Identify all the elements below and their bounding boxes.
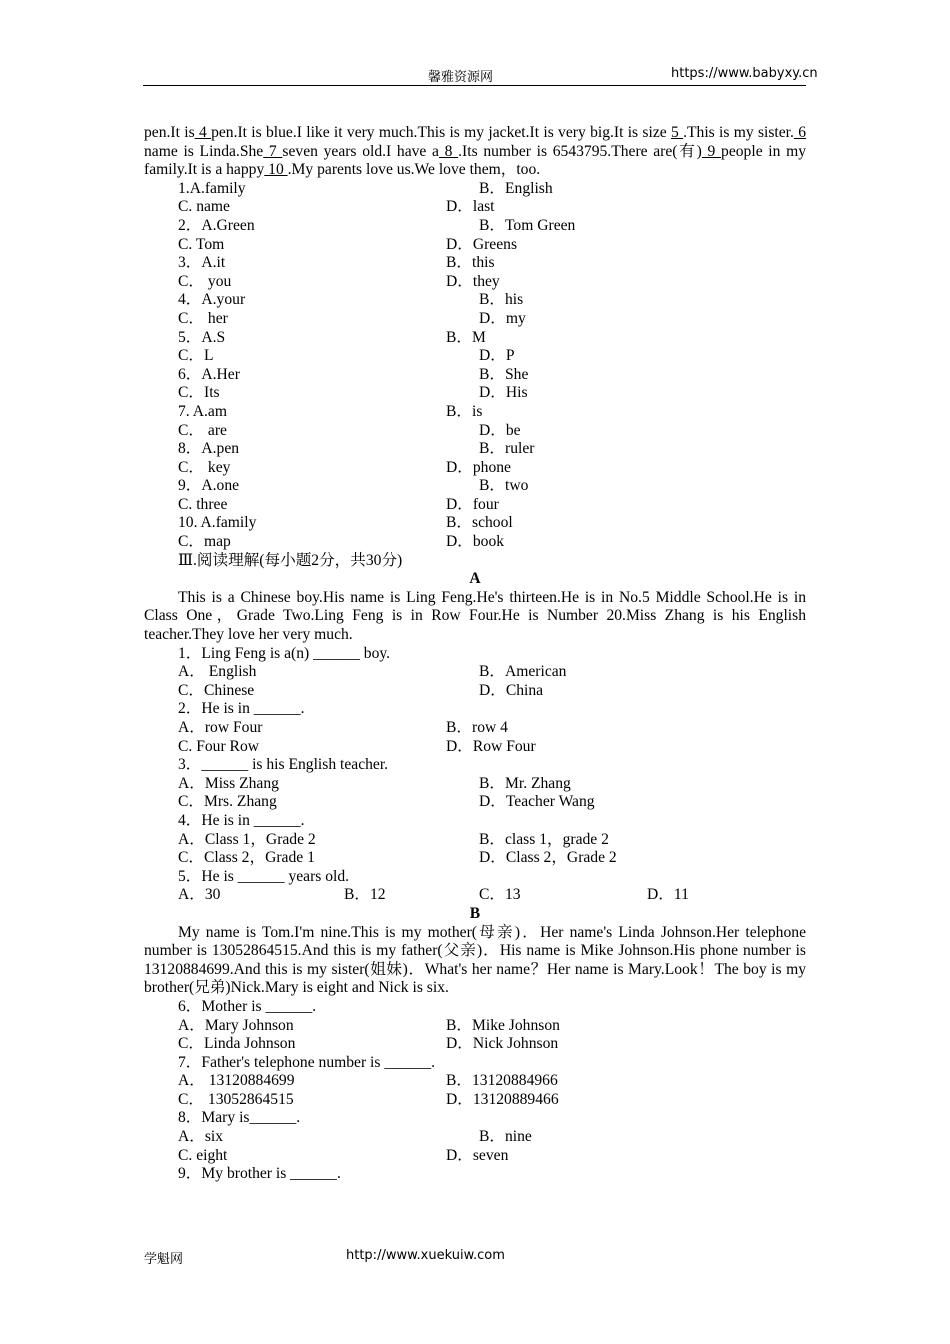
part-b-passage: My name is Tom.I'm nine.This is my mother(母亲)．Her name's Linda Johnson.Her telephone number is 13052864515.And this is my father(父亲)．His name is Mike Johnson.His phone number is 13120884699.And this is my sister(姐妹)．What's her name？Her name is Mary.Look！The boy is my brother(兄弟)Nick.Mary is eight and Nick is six.	[144, 923, 806, 997]
blank-7: 7	[263, 142, 283, 160]
question-8-options-2: C. eight D．seven	[178, 1146, 509, 1164]
question-2: 2．He is in ______.	[178, 700, 305, 718]
cloze-option-row: 2．A.Green B．Tom Green	[178, 216, 576, 234]
cloze-options	[144, 180, 806, 552]
cloze-option-row: C． her D．my	[178, 309, 526, 327]
question-2-options: A．row Four B．row 4	[178, 719, 508, 736]
question-3-options-2: C．Mrs. Zhang D．Teacher Wang	[178, 793, 595, 811]
header-site: 馨雅资源网	[428, 69, 494, 84]
cloze-option-row: 4．A.your B．his	[178, 291, 524, 309]
question-8: 8．Mary is______.	[178, 1109, 301, 1127]
question-5: 5．He is ______ years old.	[178, 867, 350, 885]
cloze-passage: pen.It is 4 pen.It is blue.I like it very much.This is my jacket.It is very big.It is size 5 .This is my sister. 6 name is Linda.She 7 seven years old.I have a 8 .Its number is 6543795.There are(有) 9 people in my family.It is a happy 10 .My parents love us.We love them，too.	[144, 124, 807, 179]
cloze-option-row: 1.A.family B．English	[178, 179, 553, 197]
cloze-option-row: C． are D．be	[178, 421, 521, 439]
question-7-options: A． 13120884699 B．13120884966	[178, 1072, 558, 1090]
question-1: 1．Ling Feng is a(n) ______ boy.	[178, 644, 391, 662]
footer-site: 学魁网	[144, 1251, 184, 1266]
question-4-options: A．Class 1，Grade 2 B．class 1，grade 2	[178, 830, 609, 848]
question-9: 9．My brother is ______.	[178, 1165, 341, 1183]
footer-url: http://www.xuekuiw.com	[346, 1248, 505, 1263]
question-7-options-2: C． 13052864515 D．13120889466	[178, 1090, 559, 1108]
cloze-option-row: C． key D．phone	[178, 458, 511, 476]
part-b-heading: B	[469, 904, 481, 922]
cloze-option-row: C．map D．book	[178, 533, 505, 551]
cloze-option-row: 3．A.it B．this	[178, 254, 495, 272]
blank-9: 9	[701, 142, 722, 160]
question-3-options: A．Miss Zhang B．Mr. Zhang	[178, 774, 571, 792]
blank-5: 5	[670, 124, 684, 141]
question-3: 3．______ is his English teacher.	[178, 756, 389, 774]
blank-6: 6	[793, 124, 807, 141]
cloze-option-row: C． you D．they	[178, 272, 500, 290]
cloze-option-row: C．Its D．His	[178, 384, 528, 402]
cloze-option-row: 5．A.S B．M	[178, 328, 486, 346]
cloze-option-row: 6．A.Her B．She	[178, 365, 529, 383]
question-1-options: A． English B．American	[178, 663, 567, 681]
section-3-title: Ⅲ.阅读理解(每小题2分，共30分)	[178, 551, 403, 569]
question-1-options-2: C．Chinese D．China	[178, 681, 544, 699]
cloze-option-row: C. Tom D．Greens	[178, 235, 518, 253]
header-rule	[143, 85, 806, 86]
question-6-options-2: C．Linda Johnson D．Nick Johnson	[178, 1035, 559, 1053]
question-7: 7．Father's telephone number is ______.	[178, 1053, 436, 1071]
question-8-options: A．six B．nine	[178, 1128, 532, 1146]
cloze-option-row: 7. A.am B．is	[178, 402, 483, 420]
cloze-option-row: 10. A.family B．school	[178, 514, 513, 532]
cloze-option-row: C. three D．four	[178, 495, 499, 513]
question-4: 4．He is in ______.	[178, 811, 305, 829]
cloze-option-row: 8．A.pen B．ruler	[178, 440, 535, 458]
question-6: 6．Mother is ______.	[178, 997, 317, 1015]
header-url: https://www.babyxy.cn	[671, 66, 818, 81]
cloze-option-row: C．L D．P	[178, 347, 515, 365]
question-2-options-2: C. Four Row D．Row Four	[178, 737, 536, 755]
question-5-options: A．30 B．12 C．13 D．11	[178, 886, 689, 904]
blank-10: 10	[264, 161, 288, 179]
cloze-option-row: 9．A.one B．two	[178, 477, 529, 495]
cloze-option-row: C. name D．last	[178, 198, 495, 216]
part-a-heading: A	[469, 570, 481, 588]
question-4-options-2: C．Class 2，Grade 1 D．Class 2，Grade 2	[178, 849, 617, 867]
blank-4: 4	[194, 124, 212, 141]
part-a-passage: This is a Chinese boy.His name is Ling Feng.He's thirteen.He is in No.5 Middle School.He is in Class One，Grade Two.Ling Feng is in Row Four.He is Number 20.Miss Zhang is his English teacher.They love her very much.	[144, 588, 806, 644]
blank-8: 8	[438, 142, 459, 160]
document-body	[144, 124, 806, 1184]
question-6-options: A．Mary Johnson B．Mike Johnson	[178, 1016, 560, 1034]
